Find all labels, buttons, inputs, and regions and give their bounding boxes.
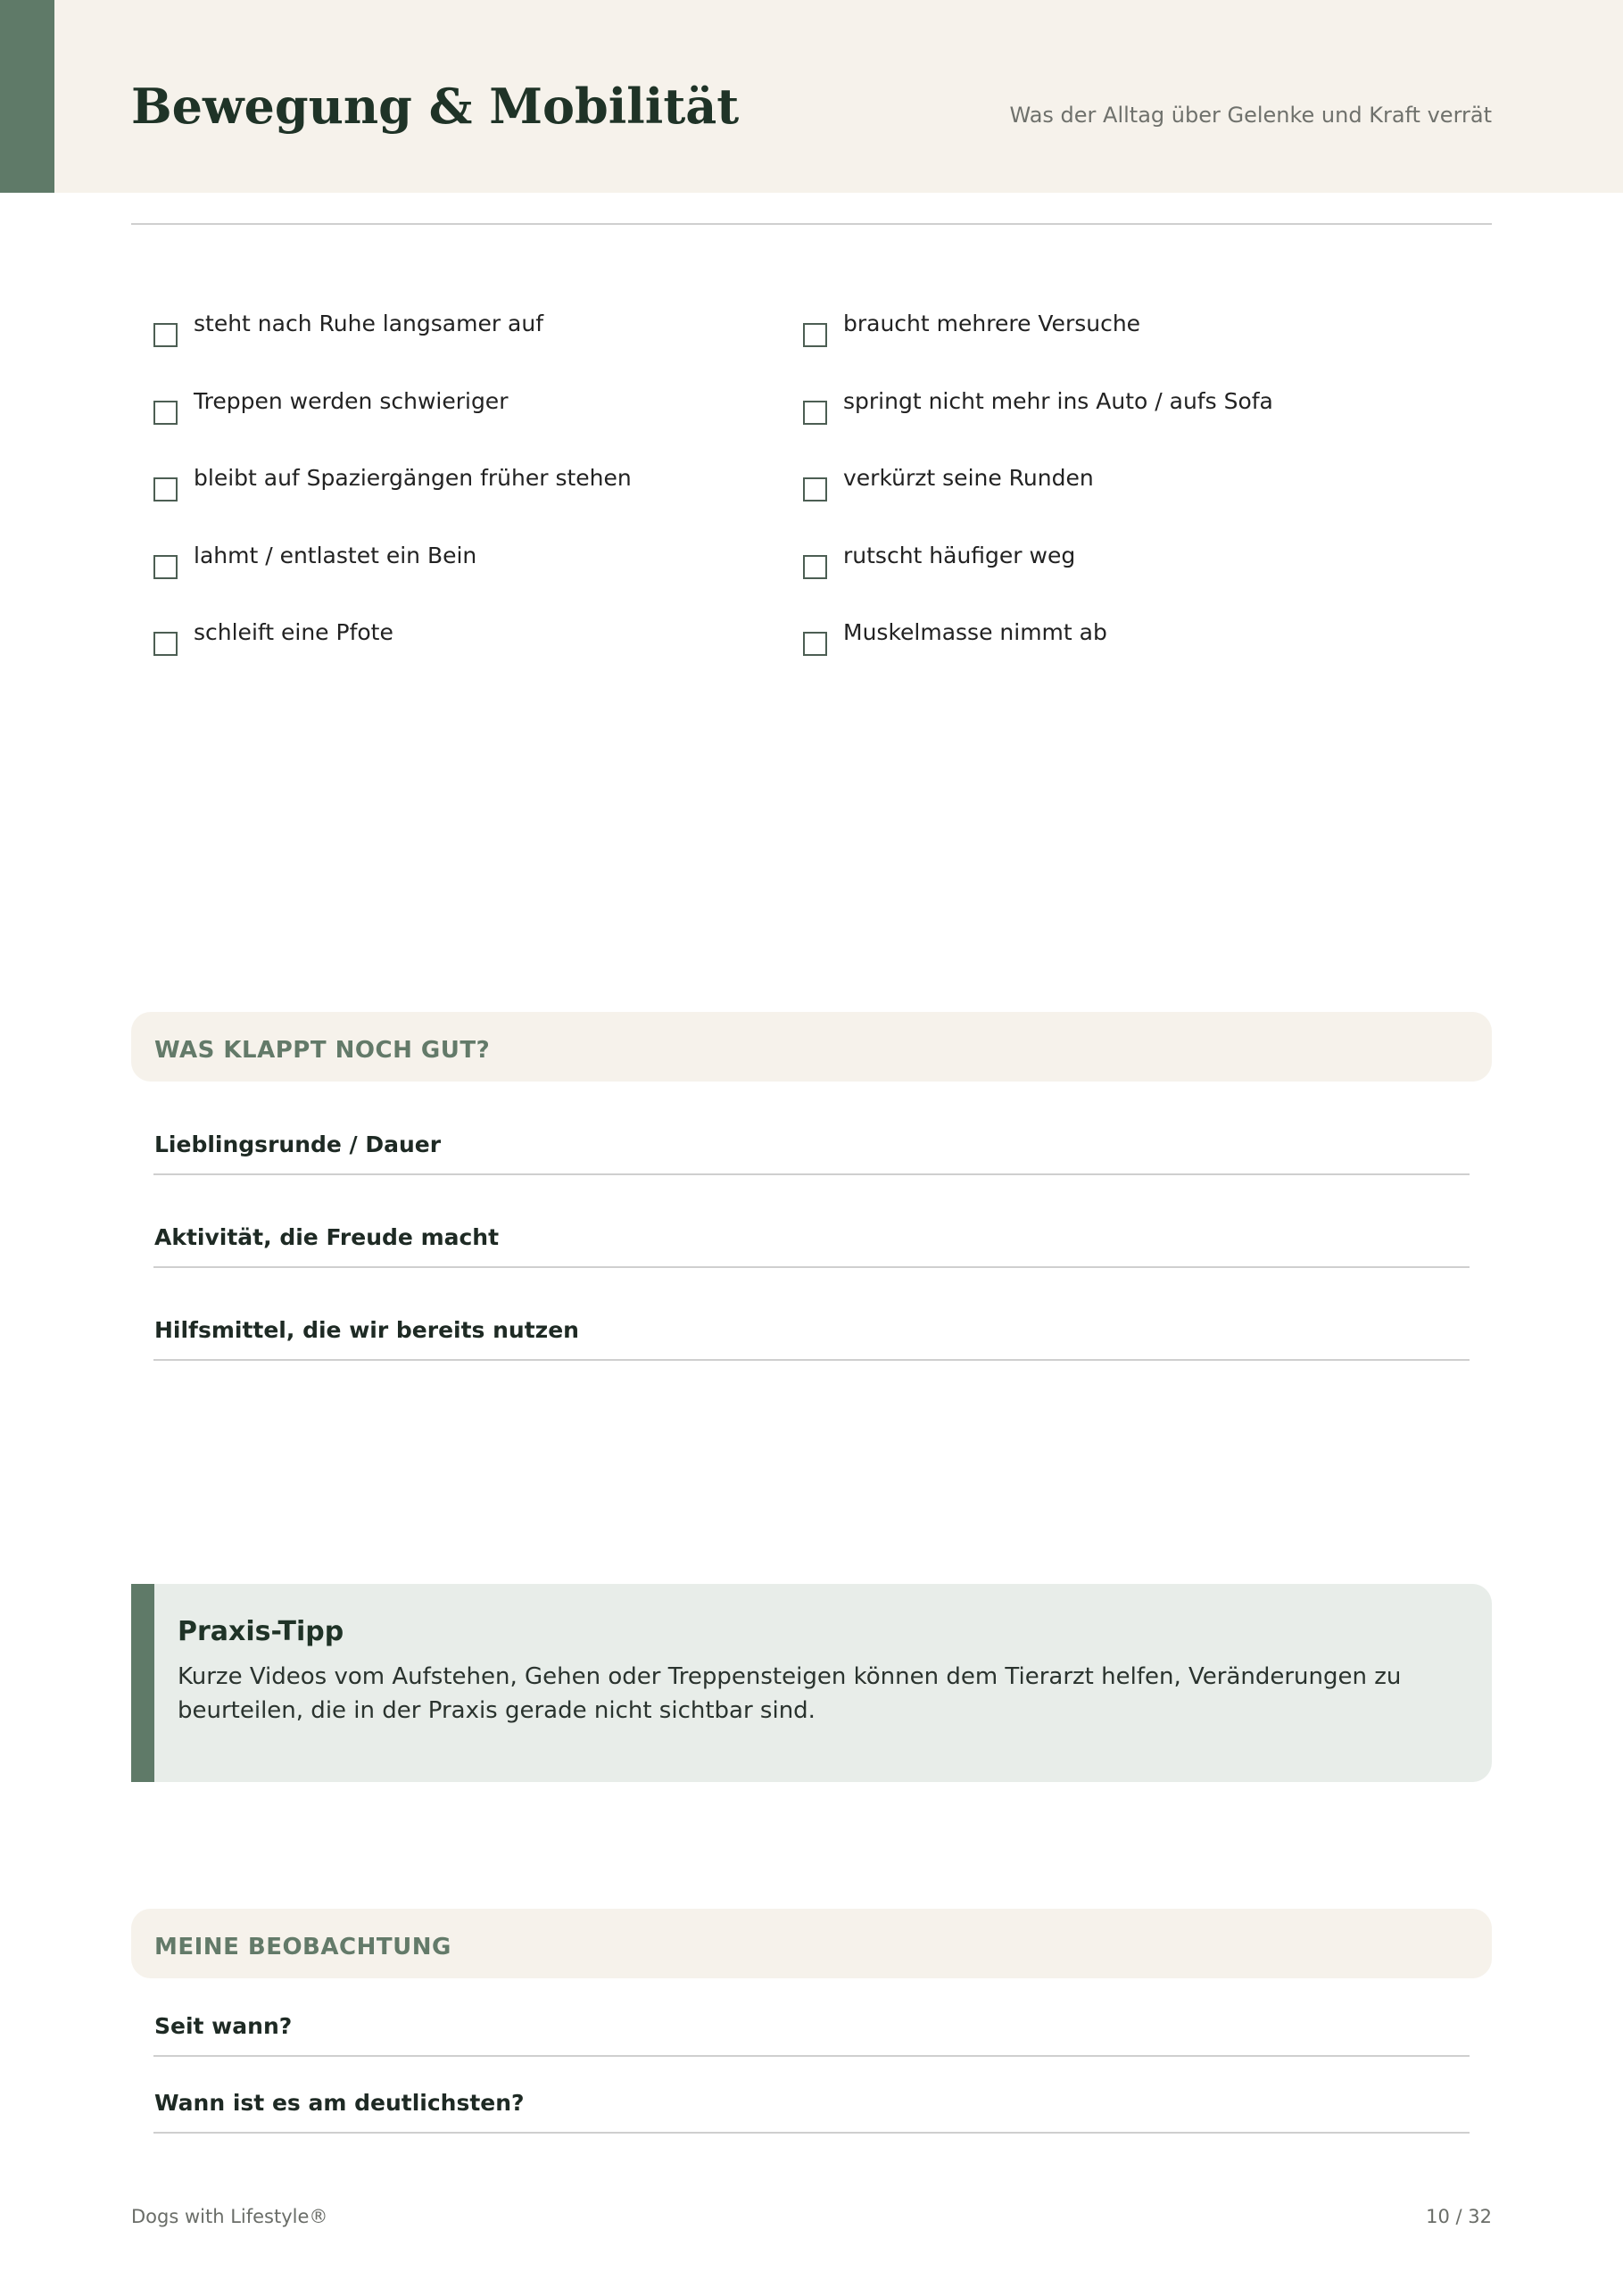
checklist-item[interactable] (803, 535, 1428, 613)
checklist-item[interactable] (803, 458, 1428, 535)
checklist-item[interactable] (803, 303, 1428, 381)
checklist-item[interactable] (803, 612, 1428, 690)
page-subtitle: Was der Alltag über Gelenke und Kraft verrät (1009, 103, 1492, 128)
checkbox[interactable] (153, 632, 178, 656)
tip-title: Praxis-Tipp (178, 1616, 344, 1647)
page-title: Bewegung & Mobilität (131, 78, 740, 135)
practice-tip-box (131, 1584, 1492, 1782)
section-heading-good (131, 1012, 1492, 1082)
checklist-item[interactable] (153, 381, 778, 459)
field-label: Aktivität, die Freude macht (154, 1224, 500, 1250)
checklist-item-label: springt nicht mehr ins Auto / aufs Sofa (843, 387, 1273, 414)
checkbox[interactable] (803, 632, 827, 656)
checklist-item-label: braucht mehrere Versuche (843, 311, 1141, 336)
checkbox[interactable] (153, 401, 178, 425)
checkbox[interactable] (153, 555, 178, 579)
checkbox[interactable] (803, 555, 827, 579)
checklist-item[interactable] (153, 458, 778, 535)
tip-text: Kurze Videos vom Aufstehen, Gehen oder Treppensteigen können dem Tierarzt helfen, Veränderungen zu beurteilen, die in der Praxis gerade nicht sichtbar sind. (178, 1663, 1402, 1724)
checklist-item-label: verkürzt seine Runden (843, 465, 1094, 491)
checklist-item[interactable] (153, 612, 778, 690)
checklist-item-label: lahmt / entlastet ein Bein (194, 542, 477, 568)
checkbox[interactable] (803, 323, 827, 347)
field-when-most-noticeable[interactable] (153, 2057, 1470, 2134)
checkbox[interactable] (803, 477, 827, 501)
checklist-item-label: bleibt auf Spaziergängen früher stehen (194, 465, 632, 491)
field-label: Lieblingsrunde / Dauer (154, 1131, 442, 1157)
checklist-item-label: schleift eine Pfote (194, 619, 393, 645)
section-heading-text: WAS KLAPPT NOCH GUT? (154, 1037, 491, 1064)
field-label: Wann ist es am deutlichsten? (154, 2090, 525, 2116)
page-header (0, 0, 1623, 193)
checkbox[interactable] (803, 401, 827, 425)
field-joyful-activity[interactable] (153, 1175, 1470, 1268)
checklist-item-label: Muskelmasse nimmt ab (843, 619, 1107, 645)
checkbox[interactable] (153, 477, 178, 501)
footer-brand: Dogs with Lifestyle® (131, 2206, 328, 2227)
field-label: Seit wann? (154, 2013, 293, 2039)
checklist-item-label: steht nach Ruhe langsamer auf (194, 311, 544, 336)
checklist-item[interactable] (153, 535, 778, 613)
section-heading-text: MEINE BEOBACHTUNG (154, 1934, 451, 1960)
field-aids-in-use[interactable] (153, 1268, 1470, 1361)
field-favorite-walk[interactable] (153, 1082, 1470, 1175)
field-since-when[interactable] (153, 1978, 1470, 2057)
checklist-item-label: rutscht häufiger weg (843, 542, 1076, 568)
checklist-right-column (803, 303, 1428, 690)
checklist-left-column (153, 303, 778, 690)
checklist-item[interactable] (153, 303, 778, 381)
header-accent-bar (0, 0, 54, 193)
checkbox[interactable] (153, 323, 178, 347)
checklist-item[interactable] (803, 381, 1428, 459)
field-label: Hilfsmittel, die wir bereits nutzen (154, 1317, 579, 1343)
checklist-item-label: Treppen werden schwieriger (194, 387, 509, 414)
tip-accent-bar (131, 1584, 154, 1782)
page-number: 10 / 32 (1426, 2206, 1492, 2227)
header-divider (131, 223, 1492, 225)
section-heading-observation (131, 1909, 1492, 1978)
